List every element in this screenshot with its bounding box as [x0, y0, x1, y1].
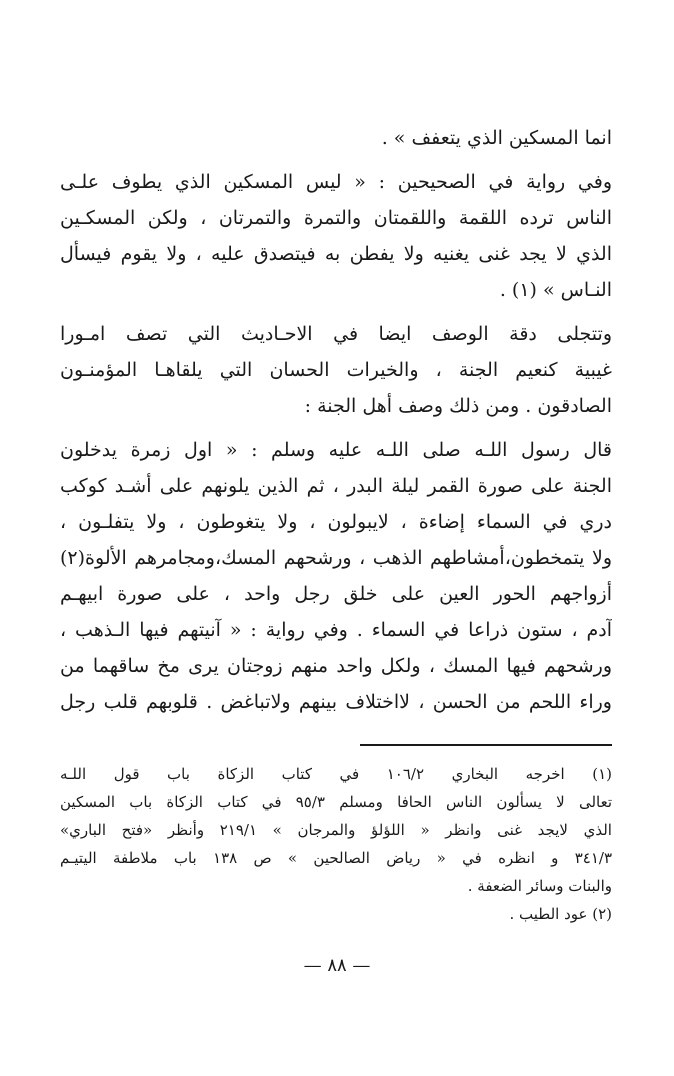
page-number: — ٨٨ — — [303, 955, 371, 976]
text-line: وراء اللحم من الحسن ، لااختلاف بينهم ولاتباغض . قلوبهم قلب رجل — [60, 691, 612, 713]
text-line: أزواجهم الحور العين على خلق رجل واحد ، على صورة ابيهـم — [60, 583, 612, 605]
text-line: الناس ترده اللقمة واللقمتان والتمرة والتمرتان ، ولكن المسكـين — [60, 207, 612, 229]
paragraph-4 — [60, 432, 612, 720]
footnotes — [60, 760, 612, 928]
footnote-line: (١) اخرجه البخاري ١٠٦/٢ في كتاب الزكاة باب قول اللـه — [60, 765, 612, 783]
text-line: قال رسول اللـه صلى اللـه عليه وسلم : « اول زمرة يدخلون — [60, 439, 612, 461]
text-line: آدم ، ستون ذراعا في السماء . وفي رواية : « آنيتهم فيها الـذهب ، — [60, 619, 612, 641]
footnote-divider — [360, 744, 612, 746]
paragraph-3 — [60, 316, 612, 424]
text-line: انما المسكين الذي يتعفف » . — [381, 127, 612, 149]
text-line: وتتجلى دقة الوصف ايضا في الاحـاديث التي تصف امـورا — [60, 323, 612, 345]
text-line: الصادقون . ومن ذلك وصف أهل الجنة : — [304, 395, 612, 417]
text-line: دري في السماء إضاءة ، لايبولون ، ولا يتغوطون ، ولا يتفلـون ، — [60, 511, 612, 533]
footnote-line: ٣٤١/٣ و انظره في « رياض الصالحين » ص ١٣٨ باب ملاطفة اليتيـم — [60, 849, 612, 867]
text-line: وفي رواية في الصحيحين : « ليس المسكين الذي يطوف علـى — [60, 171, 612, 193]
text-line: الجنة على صورة القمر ليلة البدر ، ثم الذين يلونهم على أشـد كوكب — [60, 475, 612, 497]
text-line: النـاس » (١) . — [499, 279, 612, 301]
text-line: ولا يتمخطون،أمشاطهم الذهب ، ورشحهم المسك،ومجامرهم الألوة(٢) — [60, 547, 612, 569]
main-text — [60, 120, 612, 728]
paragraph-2 — [60, 164, 612, 308]
footnote-line: والبنات وسائر الضعفة . — [467, 877, 612, 895]
footnote-line: تعالى لا يسألون الناس الحافا ومسلم ٩٥/٣ في كتاب الزكاة باب المسكين — [60, 793, 612, 811]
text-line: الذي لا يجد غنى يغنيه ولا يفطن به فيتصدق عليه ، ولا يقوم فيسأل — [60, 243, 612, 265]
text-line: ورشحهم فيها المسك ، ولكل واحد منهم زوجتان يرى مخ ساقهما من — [60, 655, 612, 677]
text-line: غيبية كنعيم الجنة ، والخيرات الحسان التي يلقاهـا المؤمنـون — [60, 359, 612, 381]
footnote-line: (٢) عود الطيب . — [509, 905, 612, 923]
paragraph-1 — [60, 120, 612, 156]
footnote-line: الذي لايجد غنى وانظر « اللؤلؤ والمرجان » ٢١٩/١ وأنظر «فتح الباري» — [60, 821, 612, 839]
